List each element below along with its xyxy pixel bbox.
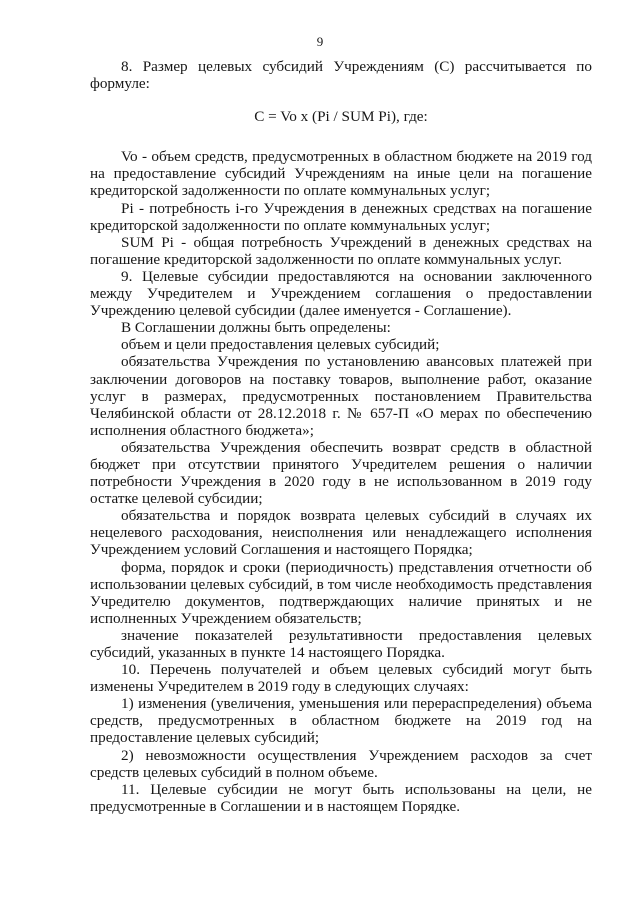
- formula: C = Vo x (Pi / SUM Pi), где:: [254, 108, 428, 126]
- paragraph-10-changes: 10. Перечень получателей и объем целевых субсидий могут быть изменены Учредителем в 2019 году в следующих случаях:: [90, 661, 592, 696]
- page-number: 9: [316, 34, 324, 49]
- document-body: [90, 58, 592, 815]
- paragraph-volume-and-purpose: объем и цели предоставления целевых субсидий;: [121, 336, 440, 354]
- paragraph-9-agreement: 9. Целевые субсидии предоставляются на основании заключенного между Учредителем и Учреждением соглашения о предоставлении Учреждению целевой субсидии (далее именуется - Соглашение).: [90, 267, 592, 320]
- paragraph-change-case-2: 2) невозможности осуществления Учреждением расходов за счет средств целевых субсидий в полном объеме.: [90, 746, 592, 781]
- paragraph-advance-payments: обязательства Учреждения по установлению авансовых платежей при заключении договоров на поставку товаров, выполнение работ, оказание услуг в размерах, предусмотренных постановлением Правительства Челябинской области от 28.12.2018 г. № 657-П «О мерах по обеспечению исполнения областного бюджета»;: [90, 353, 592, 439]
- paragraph-agreement-contents-intro: В Соглашении должны быть определены:: [121, 319, 391, 337]
- paragraph-pi-definition: Pi - потребность i-го Учреждения в денежных средствах на погашение кредиторской задолженности по оплате коммунальных услуг;: [90, 199, 592, 234]
- paragraph-sum-pi-definition: SUM Pi - общая потребность Учреждений в денежных средствах на погашение кредиторской задолженности по оплате коммунальных услуг.: [90, 233, 592, 268]
- paragraph-11-restriction: 11. Целевые субсидии не могут быть использованы на цели, не предусмотренные в Соглашении и в настоящем Порядке.: [90, 780, 592, 815]
- paragraph-performance-indicators: значение показателей результативности предоставления целевых субсидий, указанных в пункте 14 настоящего Порядка.: [90, 626, 592, 661]
- paragraph-vo-definition: Vo - объем средств, предусмотренных в областном бюджете на 2019 год на предоставление субсидий Учреждениям на иные цели на погашение кредиторской задолженности по оплате коммунальных услуг;: [90, 148, 592, 200]
- paragraph-return-of-funds: обязательства Учреждения обеспечить возврат средств в областной бюджет при отсутствии принятого Учредителем решения о наличии потребности Учреждения в 2020 году в не использованном в 2019 году остатке целевой субсидии;: [90, 438, 592, 508]
- paragraph-change-case-1: 1) изменения (увеличения, уменьшения или перераспределения) объема средств, предусмотренных в областном бюджете на 2019 год на предоставление целевых субсидий;: [90, 695, 592, 747]
- paragraph-reporting: форма, порядок и сроки (периодичность) представления отчетности об использовании целевых субсидий, в том числе необходимость представления Учредителю документов, подтверждающих наличие принятых и не исполненных Учреждением обязательств;: [90, 558, 592, 627]
- paragraph-return-procedure: обязательства и порядок возврата целевых субсидий в случаях их нецелевого расходования, неисполнения или ненадлежащего исполнения Учреждением условий Соглашения и настоящего Порядка;: [90, 507, 592, 559]
- paragraph-8-size-formula-intro: 8. Размер целевых субсидий Учреждениям (С) рассчитывается по формуле:: [90, 58, 592, 93]
